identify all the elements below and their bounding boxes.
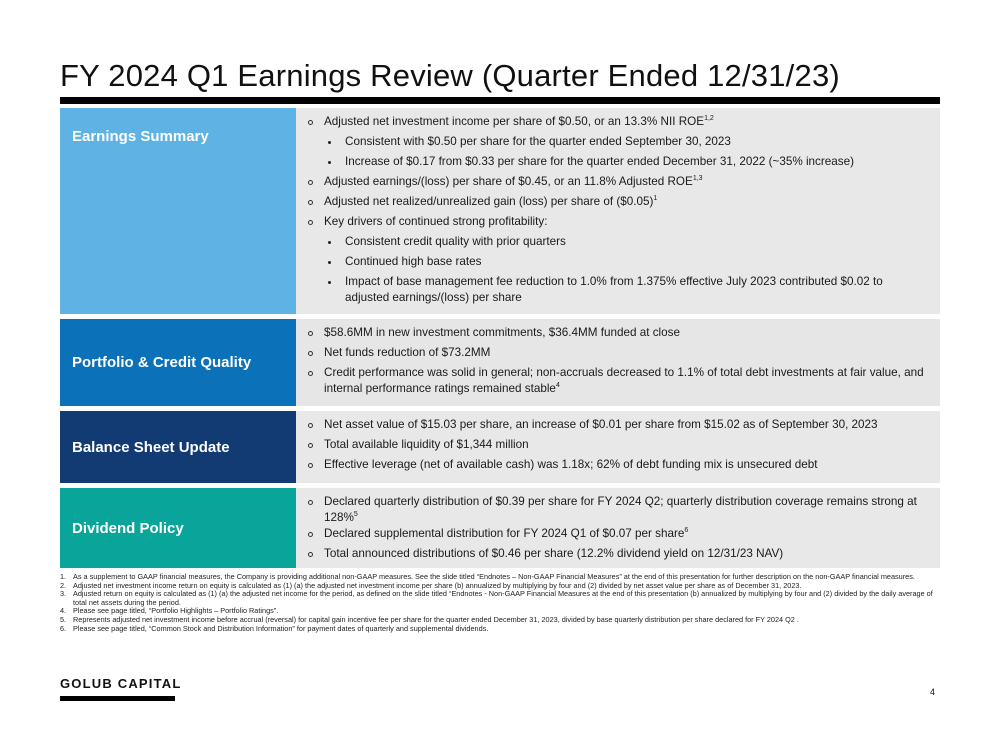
footnote-ref: 1 bbox=[653, 195, 658, 202]
footnote-text: As a supplement to GAAP financial measures, the Company is providing additional non-GAAP measures. See the slide titled “Endnotes – Non-GAAP Financial Measures” at the end of this presentation for further description on the non-GAAP financial measures. bbox=[73, 572, 915, 581]
portfolio-bullet-list bbox=[306, 325, 928, 397]
footnote-text: Adjusted return on equity is calculated as (1) (a) the adjusted net income for the period, as defined on the slide titled “Endnotes - Non-GAAP Financial Measures at the end of this presentation (b) annualized by multiplying by four and (2) divided by the daily average of total net assets during the period. bbox=[73, 589, 933, 607]
earnings-summary-section bbox=[60, 108, 940, 314]
balance-sheet-section bbox=[60, 411, 940, 483]
footnote-number: 1. bbox=[60, 572, 67, 581]
portfolio-bullet bbox=[306, 365, 928, 397]
earnings-sub-list bbox=[324, 234, 928, 306]
dividend-bullet-list bbox=[306, 494, 928, 562]
dividend-bullet bbox=[306, 494, 928, 526]
earnings-summary-content bbox=[296, 108, 940, 314]
footnote-text: Adjusted net investment income return on equity is calculated as (1) (a) the adjusted net investment income per share (b) annualized by multiplying by four and (2) divided by net asset value per share as of December 31, 2023. bbox=[73, 580, 802, 590]
footnote-number: 3. bbox=[60, 589, 67, 599]
bullet-text: Adjusted net investment income per share of $0.50, or an 13.3% NII ROE bbox=[324, 115, 705, 128]
dividend-policy-section bbox=[60, 488, 940, 568]
footnote-number: 5. bbox=[60, 614, 67, 624]
portfolio-credit-content bbox=[296, 319, 940, 406]
bullet-text: Adjusted earnings/(loss) per share of $0.45, or an 11.8% Adjusted ROE bbox=[324, 175, 693, 188]
earnings-sub-bullet: Impact of base management fee reduction to 1.0% from 1.375% effective July 2023 contributed $0.02 to adjusted earnings/(loss) per share bbox=[324, 274, 928, 306]
brand-rule bbox=[60, 696, 175, 701]
portfolio-bullet: Net funds reduction of $73.2MM bbox=[306, 345, 928, 361]
earnings-sub-bullet: Increase of $0.17 from $0.33 per share for the quarter ended December 31, 2022 (~35% increase) bbox=[324, 154, 928, 170]
footnote-ref: 1,2 bbox=[704, 115, 714, 122]
earnings-bullet bbox=[306, 194, 928, 210]
earnings-sub-bullet: Consistent credit quality with prior quarters bbox=[324, 234, 928, 250]
footnote-number: 6. bbox=[60, 623, 67, 633]
footnote-text: Please see page titled, “Common Stock and Distribution Information” for payment dates of quarterly and supplemental dividends. bbox=[73, 623, 489, 633]
footnote-ref: 1,3 bbox=[692, 175, 703, 182]
balance-bullet: Net asset value of $15.03 per share, an increase of $0.01 per share from $15.02 as of September 30, 2023 bbox=[306, 417, 928, 433]
balance-sheet-label-text: Balance Sheet Update bbox=[72, 438, 230, 456]
footnote-number: 2. bbox=[60, 580, 67, 590]
footnote-ref: 4 bbox=[555, 382, 560, 389]
portfolio-credit-label bbox=[60, 319, 296, 406]
balance-bullet-list bbox=[306, 417, 928, 473]
portfolio-credit-label-text: Portfolio & Credit Quality bbox=[72, 354, 252, 371]
earnings-sub-bullet: Consistent with $0.50 per share for the quarter ended September 30, 2023 bbox=[324, 134, 928, 150]
balance-bullet: Effective leverage (net of available cash) was 1.18x; 62% of debt funding mix is unsecured debt bbox=[306, 457, 928, 473]
title-rule bbox=[60, 97, 940, 104]
footnote-ref: 5 bbox=[353, 511, 358, 518]
earnings-bullet-list bbox=[306, 114, 928, 306]
earnings-bullet bbox=[306, 214, 928, 306]
earnings-summary-label bbox=[60, 108, 296, 314]
footnote-text: Represents adjusted net investment income before accrual (reversal) for capital gain incentive fee per share for the quarter ended December 31, 2023, divided by base quarterly distribution per share declared for FY 2024 Q2 . bbox=[73, 614, 799, 624]
brand-logo-text: GOLUB CAPITAL bbox=[60, 676, 182, 691]
portfolio-credit-section bbox=[60, 319, 940, 406]
dividend-policy-content bbox=[296, 488, 940, 568]
bullet-text: Credit performance was solid in general; non-accruals decreased to 1.1% of total debt investments at fair value, and internal performance ratings remained stable bbox=[324, 366, 924, 395]
balance-bullet: Total available liquidity of $1,344 million bbox=[306, 437, 928, 453]
balance-sheet-label bbox=[60, 411, 296, 483]
footnotes bbox=[60, 573, 940, 633]
earnings-sub-bullet: Continued high base rates bbox=[324, 254, 928, 270]
dividend-bullet bbox=[306, 526, 928, 542]
earnings-summary-label-text: Earnings Summary bbox=[72, 128, 209, 145]
earnings-bullet bbox=[306, 114, 928, 170]
bullet-text: Adjusted net realized/unrealized gain (loss) per share of ($0.05) bbox=[324, 195, 654, 208]
footnote-ref: 6 bbox=[684, 527, 689, 534]
bullet-text: Declared supplemental distribution for FY 2024 Q1 of $0.07 per share bbox=[324, 527, 685, 540]
portfolio-bullet: $58.6MM in new investment commitments, $36.4MM funded at close bbox=[306, 325, 928, 341]
slide-title: FY 2024 Q1 Earnings Review (Quarter Ended 12/31/23) bbox=[60, 58, 840, 93]
dividend-bullet: Total announced distributions of $0.46 per share (12.2% dividend yield on 12/31/23 NAV) bbox=[306, 546, 928, 562]
footnote-text: Please see page titled, “Portfolio Highlights – Portfolio Ratings”. bbox=[73, 606, 279, 616]
bullet-text: Key drivers of continued strong profitability: bbox=[324, 215, 548, 228]
bullet-text: Declared quarterly distribution of $0.39 per share for FY 2024 Q2; quarterly distribution coverage remains strong at 128% bbox=[324, 495, 917, 524]
footnote bbox=[60, 625, 940, 634]
balance-sheet-content bbox=[296, 411, 940, 483]
footnote bbox=[60, 590, 940, 607]
dividend-policy-label bbox=[60, 488, 296, 568]
dividend-policy-label-text: Dividend Policy bbox=[72, 519, 184, 537]
earnings-sub-list bbox=[324, 134, 928, 170]
footnote-number: 4. bbox=[60, 606, 67, 616]
earnings-bullet bbox=[306, 174, 928, 190]
page-number: 4 bbox=[930, 687, 936, 697]
